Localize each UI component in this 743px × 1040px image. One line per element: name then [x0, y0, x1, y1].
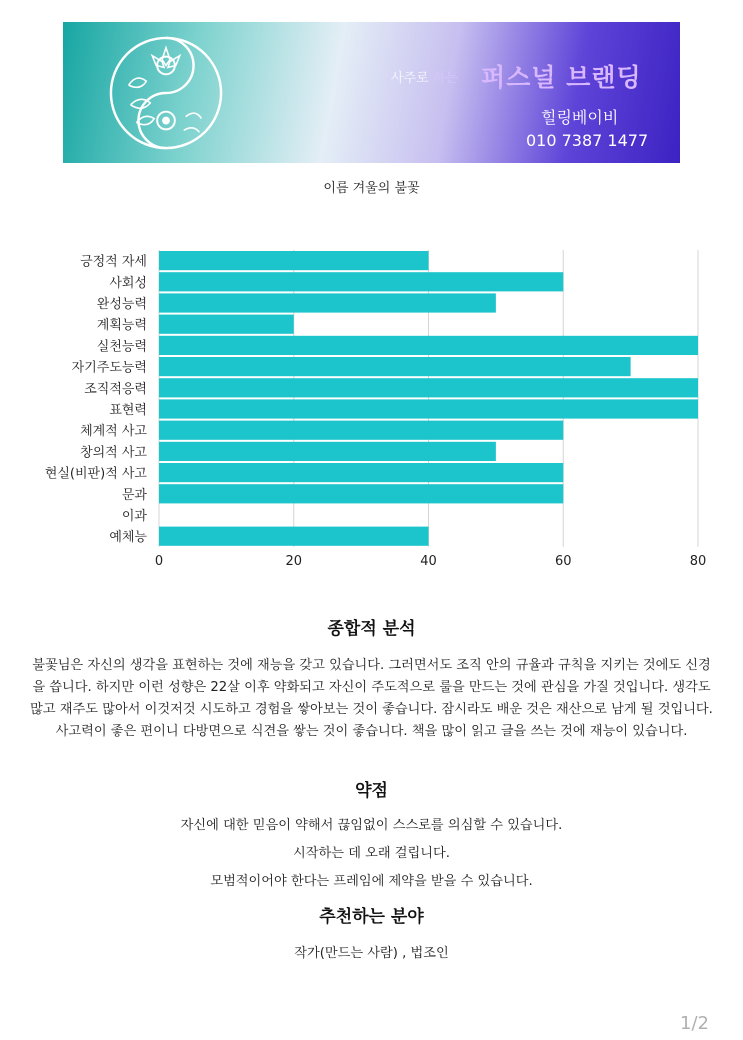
- recommend-text: 작가(만드는 사람) , 법조인: [294, 946, 449, 961]
- bar: [159, 484, 563, 503]
- recommend-title: 추천하는 분야: [319, 907, 424, 927]
- bar: [159, 527, 429, 546]
- weakness-item: 자신에 대한 믿음이 약해서 끊임없이 스스로를 의심할 수 있습니다.: [180, 818, 563, 833]
- banner-subtitle-faint: 하는: [432, 71, 458, 86]
- category-label: 계획능력: [96, 318, 147, 334]
- category-label: 현실(비판)적 사고: [44, 466, 147, 482]
- category-label: 이과: [121, 509, 147, 524]
- category-label: 완성능력: [96, 297, 147, 312]
- category-label: 표현력: [109, 403, 147, 418]
- weakness-item: 모범적이어야 한다는 프레임에 제약을 받을 수 있습니다.: [210, 874, 533, 889]
- page-indicator: 1/2: [680, 1013, 709, 1034]
- category-label: 긍정적 자세: [80, 254, 147, 270]
- banner-subtitle-prefix: 사주로: [391, 71, 429, 86]
- bar: [159, 421, 563, 440]
- bar-chart: [0, 230, 743, 575]
- x-tick-label: 20: [285, 553, 303, 569]
- category-label: 사회성: [109, 275, 147, 291]
- category-label: 자기주도능력: [71, 360, 147, 376]
- bar: [159, 315, 294, 334]
- analysis-text: 불꽃님은 자신의 생각을 표현하는 것에 재능을 갖고 있습니다. 그러면서도 조직 안의 규율과 규칙을 지키는 것에도 신경을 씁니다. 하지만 이런 성향은 22살 이후 약화되고 자신이 주도적으로 룰을 만드는 것에 관심을 가질 것입니다. 생각도 많고 재주도 많아서 이것저것 시도하고 경험을 쌓아보는 것이 좋습니다. 잠시라도 배운 것은 재산으로 남게 될 것입니다. 사고력이 좋은 편이니 다방면으로 식견을 쌓는 것이 좋습니다. 책을 많이 읽고 글을 쓰는 것에 재능이 있습니다.: [30, 658, 713, 739]
- bar: [159, 442, 496, 461]
- bar: [159, 357, 631, 376]
- bar: [159, 251, 429, 270]
- bar: [159, 336, 698, 355]
- analysis-title: 종합적 분석: [327, 619, 416, 639]
- category-label: 체계적 사고: [80, 424, 147, 440]
- name-line: 이름 겨울의 불꽃: [323, 181, 420, 196]
- banner-phone: 010 7387 1477: [526, 131, 649, 150]
- bar: [159, 293, 496, 312]
- x-tick-label: 60: [554, 553, 572, 569]
- bar: [159, 272, 563, 291]
- category-label: 실천능력: [96, 339, 147, 355]
- bar: [159, 378, 698, 397]
- yin-yang-lotus-icon: [107, 34, 225, 152]
- weakness-title: 약점: [355, 781, 388, 801]
- banner-subtitle: [391, 67, 458, 86]
- banner-title: 퍼스널 브랜딩: [481, 63, 642, 92]
- bar: [159, 399, 698, 418]
- category-label: 문과: [121, 487, 147, 503]
- weakness-item: 시작하는 데 오래 걸립니다.: [293, 846, 450, 861]
- header-banner: [63, 22, 680, 163]
- category-label: 조직적응력: [84, 381, 147, 397]
- banner-author: 힐링베이비: [541, 108, 619, 127]
- x-tick-label: 40: [420, 553, 437, 569]
- x-tick-label: 80: [689, 553, 707, 569]
- category-label: 예체능: [109, 530, 147, 546]
- bar: [159, 463, 563, 482]
- category-label: 창의적 사고: [80, 445, 147, 461]
- x-tick-label: 0: [154, 553, 164, 569]
